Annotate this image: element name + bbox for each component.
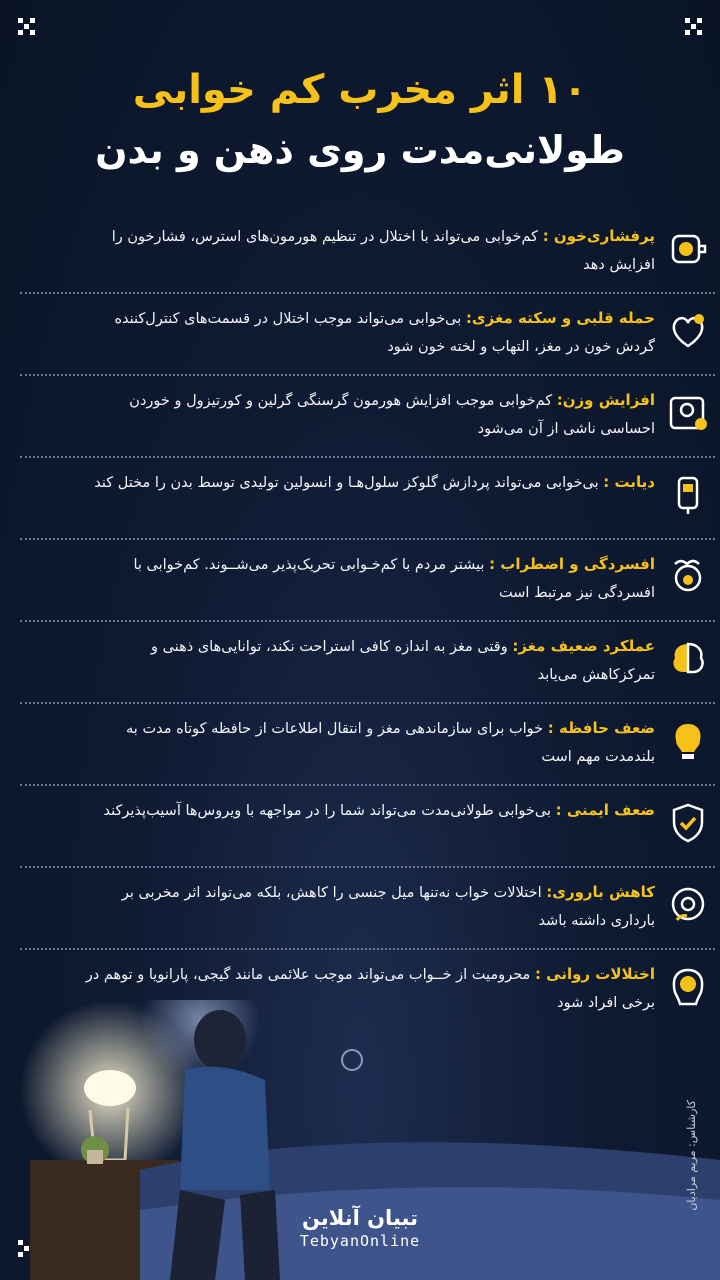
item-heading: ضعف ایمنی : xyxy=(555,801,655,819)
page-title xyxy=(0,64,720,176)
brain-bulb-icon xyxy=(665,718,711,764)
item-heading: افزایش وزن: xyxy=(556,391,655,409)
item-heading: کاهش باروری: xyxy=(546,883,655,901)
divider xyxy=(20,374,715,376)
fertility-icon xyxy=(665,882,711,928)
list-item xyxy=(80,462,655,544)
list-item xyxy=(80,708,655,790)
item-heading: اختلالات روانی : xyxy=(534,965,655,983)
item-text: بی‌خوابی می‌تواند موجب اختلال در قسمت‌های کنترل‌کننده گردش خون در مغز، التهاب و لخته خون شود xyxy=(114,311,655,355)
brain-icon xyxy=(665,636,711,682)
divider xyxy=(20,292,715,294)
list-item xyxy=(80,380,655,462)
item-text: اختلالات خواب نه‌تنها میل جنسی را کاهش، بلکه می‌تواند اثر مخربی بر بارداری داشته باشد xyxy=(121,885,655,929)
list-item xyxy=(80,872,655,954)
item-text: خواب برای سازماندهی مغز و انتقال اطلاعات از حافظه کوتاه مدت به بلندمدت مهم است xyxy=(126,721,655,765)
brand-logo xyxy=(0,1206,720,1250)
item-text: محرومیت از خــواب می‌تواند موجب علائمی مانند گیجی، پارانویا و توهم در برخی افراد شود xyxy=(85,967,655,1011)
item-heading: حمله قلبی و سکته مغزی: xyxy=(465,309,655,327)
effects-list xyxy=(80,216,655,1036)
list-item xyxy=(80,216,655,298)
divider xyxy=(20,620,715,622)
item-text: کم‌خوابی می‌تواند با اختلال در تنظیم هورمون‌های استرس، فشارخون را افزایش دهد xyxy=(111,229,655,273)
logo-persian-text: تبیان آنلاین xyxy=(302,1206,418,1230)
divider xyxy=(20,784,715,786)
item-heading: دیابت : xyxy=(603,473,655,491)
list-item xyxy=(80,790,655,872)
title-line-1: ۱۰ اثر مخرب کم خوابی xyxy=(132,67,588,113)
item-text: وقتی مغز به اندازه کافی استراحت نکند، توانایی‌های ذهنی و تمرکزکاهش می‌یابد xyxy=(151,639,655,683)
credit-text: کارشناس: مریم مرادیان xyxy=(685,1100,698,1211)
glucose-meter-icon xyxy=(665,472,711,518)
list-item xyxy=(80,626,655,708)
list-item xyxy=(80,544,655,626)
item-text: بیشتر مردم با کم‌خـوابی تحریک‌پذیر می‌شــوند. کم‌خوابی با افسردگی نیز مرتبط است xyxy=(133,557,655,601)
blood-pressure-icon xyxy=(665,226,711,272)
title-line-2: طولانی‌مدت روی ذهن و بدن xyxy=(95,128,625,172)
divider xyxy=(20,456,715,458)
item-text: بی‌خوابی می‌تواند پردازش گلوکز سلول‌هـا و انسولین تولیدی توسط بدن را مختل کند xyxy=(94,475,599,491)
divider xyxy=(20,538,715,540)
item-text: بی‌خوابی طولانی‌مدت می‌تواند شما را در مواجهه با ویروس‌ها آسیب‌پذیرکند xyxy=(103,803,551,819)
shield-check-icon xyxy=(665,800,711,846)
item-heading: عملکرد ضعیف مغز: xyxy=(512,637,655,655)
divider xyxy=(20,702,715,704)
corner-decoration-top-right xyxy=(672,18,702,48)
weight-scale-icon xyxy=(665,390,711,436)
item-heading: ضعف حافظه : xyxy=(547,719,655,737)
stressed-head-icon xyxy=(665,554,711,600)
item-heading: پرفشاری‌خون : xyxy=(542,227,655,245)
item-heading: افسردگی و اضطراب : xyxy=(489,555,655,573)
list-item xyxy=(80,298,655,380)
corner-decoration-top-left xyxy=(18,18,48,48)
item-text: کم‌خوابی موجب افزایش هورمون گرسنگی گرلین و کورتیزول و خوردن احساسی ناشی از آن می‌شود xyxy=(129,393,655,437)
divider xyxy=(20,866,715,868)
logo-english-text: TebyanOnline xyxy=(299,1232,421,1250)
divider xyxy=(20,948,715,950)
heart-icon xyxy=(665,308,711,354)
